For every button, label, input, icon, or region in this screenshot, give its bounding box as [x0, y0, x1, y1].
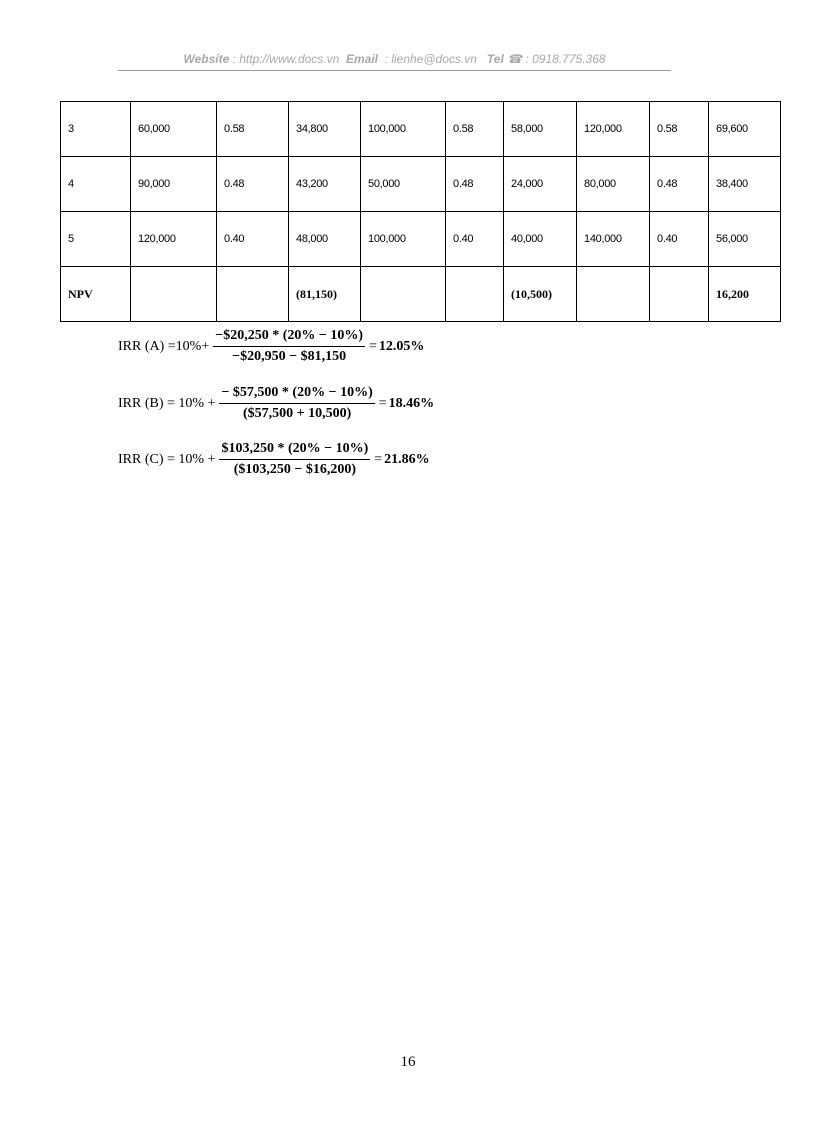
page-header [118, 52, 671, 66]
table-cell: 60,000 [131, 102, 217, 157]
tel-label: Tel [486, 52, 504, 66]
table-cell: 58,000 [504, 102, 577, 157]
website-value[interactable]: : http://www.docs.vn [232, 52, 340, 66]
table-cell: 34,800 [289, 102, 361, 157]
table-cell: 90,000 [131, 157, 217, 212]
formula-numerator: − $57,500 * (20% − 10%) [219, 385, 374, 404]
formula-result-wrap: = 18.46% [378, 395, 435, 411]
table-cell: 100,000 [361, 212, 446, 267]
table-row [61, 157, 781, 212]
formula-result: 21.86% [384, 451, 430, 467]
npv-cell: 16,200 [709, 267, 781, 322]
table-cell: 0.40 [446, 212, 504, 267]
npv-cell [577, 267, 650, 322]
formula-result-wrap: = 12.05% [369, 338, 425, 354]
tel-value: : 0918.775.368 [525, 52, 606, 66]
table-cell: 140,000 [577, 212, 650, 267]
formula-result: 18.46% [388, 395, 435, 411]
npv-cell [650, 267, 709, 322]
table-cell: 0.48 [446, 157, 504, 212]
formula-numerator: −$20,250 * (20% − 10%) [213, 328, 365, 347]
formula-denominator: −$20,950 − $81,150 [232, 349, 347, 364]
formula-denominator: ($103,250 − $16,200) [233, 462, 357, 477]
table-cell: 40,000 [504, 212, 577, 267]
formula-numerator: $103,250 * (20% − 10%) [219, 441, 370, 460]
table-cell: 0.48 [217, 157, 289, 212]
npv-cell: (10,500) [504, 267, 577, 322]
npv-cell [446, 267, 504, 322]
table-cell: 0.58 [446, 102, 504, 157]
table-cell: 3 [61, 102, 131, 157]
table-cell: 80,000 [577, 157, 650, 212]
table-cell: 5 [61, 212, 131, 267]
irr-formula [118, 441, 430, 478]
table-cell: 4 [61, 157, 131, 212]
table-cell: 0.48 [650, 157, 709, 212]
email-label: Email [345, 52, 378, 66]
formula-fraction [219, 441, 370, 478]
table-cell: 24,000 [504, 157, 577, 212]
npv-cell [217, 267, 289, 322]
npv-cell: (81,150) [289, 267, 361, 322]
formula-fraction [213, 328, 365, 365]
table-cell: 0.58 [650, 102, 709, 157]
table-row [61, 102, 781, 157]
formula-lhs: IRR (A) =10%+ [118, 338, 210, 354]
table-body [61, 102, 781, 322]
table-cell: 56,000 [709, 212, 781, 267]
table-row [61, 212, 781, 267]
formula-lhs: IRR (C) = 10% + [118, 451, 216, 467]
website-label: Website [183, 52, 230, 66]
table-cell: 38,400 [709, 157, 781, 212]
email-value[interactable]: : lienhe@docs.vn [384, 52, 477, 66]
table-cell: 100,000 [361, 102, 446, 157]
table-cell: 48,000 [289, 212, 361, 267]
page-number: 16 [400, 1054, 416, 1070]
phone-icon: ☎ [507, 52, 523, 66]
table-cell: 50,000 [361, 157, 446, 212]
formula-result: 12.05% [378, 338, 425, 354]
formula-denominator: ($57,500 + 10,500) [242, 406, 352, 421]
irr-formula [118, 385, 434, 422]
header-divider [118, 70, 671, 71]
table-cell: 69,600 [709, 102, 781, 157]
npv-row [61, 267, 781, 322]
table-cell: 120,000 [577, 102, 650, 157]
irr-formula [118, 328, 424, 365]
formula-lhs: IRR (B) = 10% + [118, 395, 216, 411]
table-cell: 43,200 [289, 157, 361, 212]
npv-cell [361, 267, 446, 322]
table-cell: 0.40 [650, 212, 709, 267]
npv-cell [131, 267, 217, 322]
npv-table [60, 101, 781, 322]
table-cell: 0.40 [217, 212, 289, 267]
formula-fraction [219, 385, 374, 422]
table-cell: 120,000 [131, 212, 217, 267]
table-cell: 0.58 [217, 102, 289, 157]
formula-result-wrap: = 21.86% [374, 451, 430, 467]
npv-label: NPV [61, 267, 131, 322]
